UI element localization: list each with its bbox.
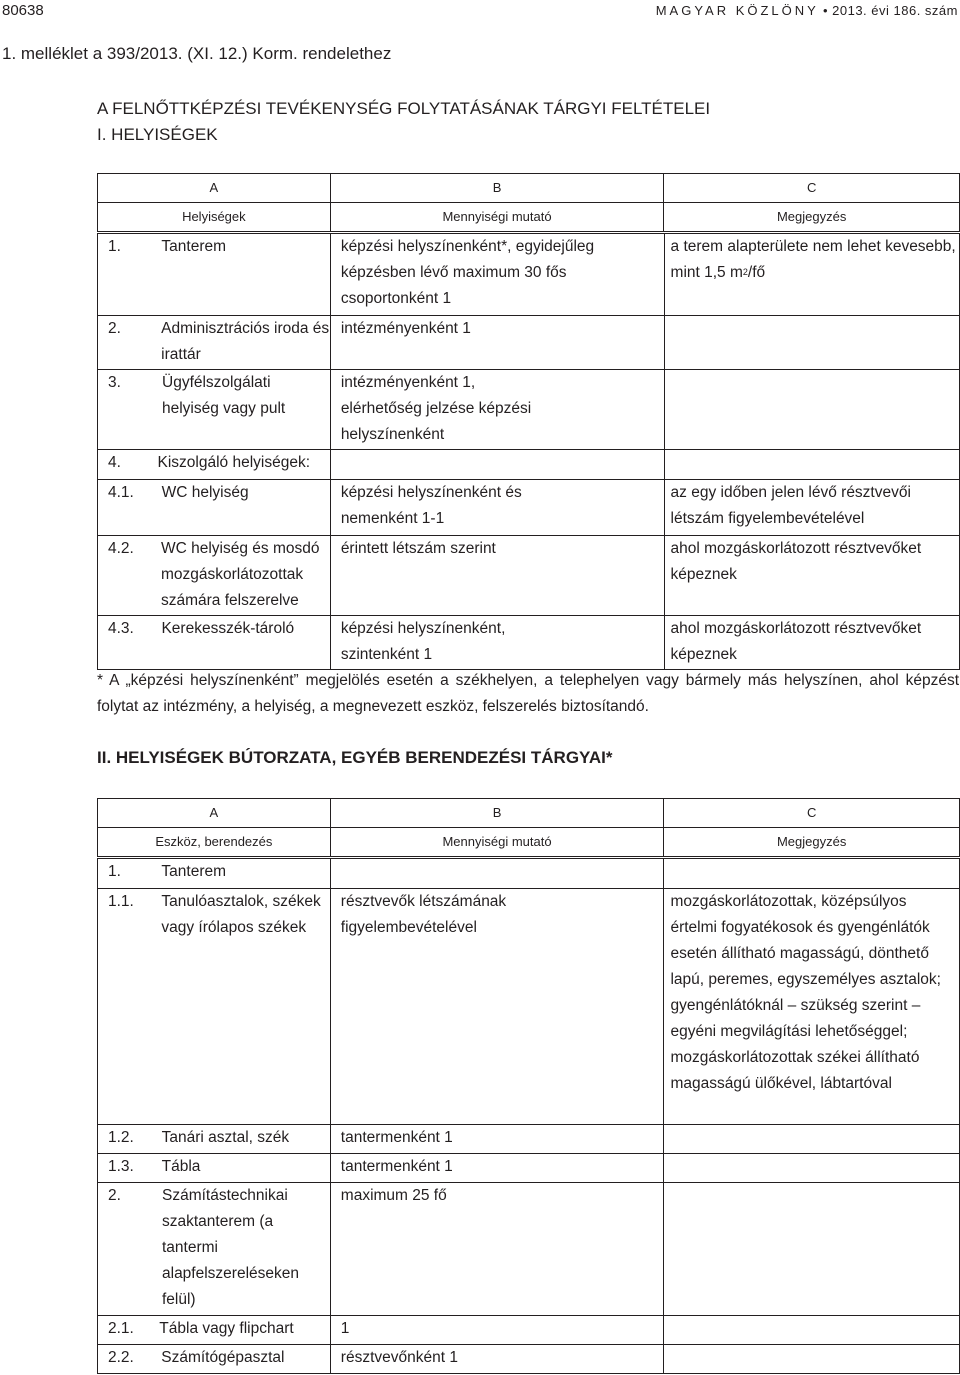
row-note xyxy=(664,370,959,450)
row-quantity: tantermenként 1 xyxy=(330,1154,664,1183)
column-header: Eszköz, berendezés xyxy=(98,828,331,857)
row-name: Kerekesszék-tároló xyxy=(161,620,295,637)
row-number: 4.2. xyxy=(108,540,134,557)
row-note-superscript: 2 xyxy=(742,267,748,277)
column-letters-row xyxy=(98,174,960,203)
furniture-table xyxy=(97,798,960,857)
row-quantity: résztvevőnként 1 xyxy=(330,1345,664,1374)
column-letter: A xyxy=(98,799,331,828)
row-note xyxy=(664,1345,960,1374)
table-row xyxy=(98,889,960,1125)
row-name: Tábla vagy flipchart xyxy=(159,1320,294,1337)
row-note xyxy=(664,1154,960,1183)
row-quantity: 1 xyxy=(330,1316,664,1345)
row-note xyxy=(664,1183,960,1316)
row-name: Ügyfélszolgálati helyiség vagy pult xyxy=(162,374,286,417)
row-note xyxy=(664,1316,960,1345)
table-row xyxy=(98,616,960,670)
rooms-table-body xyxy=(97,233,960,670)
row-number: 4.1. xyxy=(108,484,134,501)
column-header: Megjegyzés xyxy=(664,828,960,857)
row-name: Tanterem xyxy=(161,863,227,880)
row-note: az egy időben jelen lévő résztvevői létszám figyelembevételével xyxy=(664,480,959,536)
row-quantity: intézményenként 1 xyxy=(330,316,664,370)
table-row xyxy=(98,536,960,616)
page-number: 80638 xyxy=(2,2,44,19)
table-row xyxy=(98,316,960,370)
row-note xyxy=(664,859,960,889)
row-name: Tábla xyxy=(161,1158,201,1175)
row-quantity xyxy=(330,450,664,480)
row-note xyxy=(664,234,959,316)
row-quantity: intézményenként 1, elérhetőség jelzése képzési helyszínenként xyxy=(330,370,664,450)
column-header: Megjegyzés xyxy=(664,203,960,232)
table-row xyxy=(98,1345,960,1374)
row-quantity: érintett létszám szerint xyxy=(330,536,664,616)
column-header: Mennyiségi mutató xyxy=(330,203,664,232)
row-name: WC helyiség és mosdó mozgáskorlátozottak számára felszerelve xyxy=(160,540,320,609)
row-quantity: tantermenként 1 xyxy=(330,1125,664,1154)
annex-title: 1. melléklet a 393/2013. (XI. 12.) Korm. rendelethez xyxy=(2,44,392,63)
table-row xyxy=(98,234,960,316)
table-row xyxy=(98,1316,960,1345)
row-name: Számítástechnikai szaktanterem (a tantermi alapfelszereléseken felül) xyxy=(162,1187,300,1308)
row-name: Számítógépasztal xyxy=(161,1349,285,1366)
footnote: * A „képzési helyszínenként” megjelölés esetén a székhelyen, a telephelyen vagy bármely más helyszínen, ahol képzést folytat az intézmény, a helyiség, a megnevezett eszköz, felszerelés biztosítandó. xyxy=(97,672,959,715)
row-quantity: képzési helyszínenként, szintenként 1 xyxy=(330,616,664,670)
row-quantity: képzési helyszínenként és nemenként 1-1 xyxy=(330,480,664,536)
column-letters-row xyxy=(98,799,960,828)
main-title: A FELNŐTTKÉPZÉSI TEVÉKENYSÉG FOLYTATÁSÁNAK TÁRGYI FELTÉTELEI xyxy=(97,99,711,118)
row-name: Tanterem xyxy=(161,238,227,255)
row-quantity xyxy=(330,859,664,889)
row-note-text: a terem alapterülete nem lehet kevesebb, mint 1,5 m xyxy=(670,238,956,281)
column-header-row xyxy=(98,828,960,857)
table-row xyxy=(98,859,960,889)
row-note: ahol mozgáskorlátozott résztvevőket képeznek xyxy=(664,536,959,616)
journal-name: MAGYAR KÖZLÖNY xyxy=(655,3,819,18)
column-header: Helyiségek xyxy=(98,203,331,232)
row-number: 1.1. xyxy=(108,893,134,910)
section-1-title: I. HELYISÉGEK xyxy=(97,125,218,144)
row-number: 2.1. xyxy=(108,1320,134,1337)
column-letter: B xyxy=(330,799,664,828)
row-number: 1. xyxy=(108,238,121,255)
table-row xyxy=(98,1183,960,1316)
row-number: 1.3. xyxy=(108,1158,134,1175)
row-name: WC helyiség xyxy=(161,484,249,501)
table-row xyxy=(98,1125,960,1154)
row-quantity: képzési helyszínenként*, egyidejűleg képzésben lévő maximum 30 fős csoportonként 1 xyxy=(330,234,664,316)
row-name: Kiszolgáló helyiségek: xyxy=(157,454,311,471)
column-letter: C xyxy=(664,799,960,828)
column-letter: B xyxy=(330,174,664,203)
row-number: 4. xyxy=(108,454,121,471)
furniture-table-body xyxy=(97,858,960,1374)
row-number: 2. xyxy=(108,1187,121,1204)
row-note: mozgáskorlátozottak, középsúlyos értelmi fogyatékosok és gyengénlátók esetén állítható magasságú, dönthető lapú, peremes, egyszemélyes asztalok; gyengénlátóknál – szükség szerint – egyéni megvilágítási lehetőséggel; mozgáskorlátozottak székei állítható magasságú ülőkével, lábtartóval xyxy=(664,889,960,1125)
table-row xyxy=(98,1154,960,1183)
row-note xyxy=(664,450,959,480)
row-quantity: maximum 25 fő xyxy=(330,1183,664,1316)
table-row xyxy=(98,480,960,536)
journal-header xyxy=(656,3,958,18)
issue-label: 2013. évi 186. szám xyxy=(832,3,958,18)
row-number: 2.2. xyxy=(108,1349,134,1366)
row-number: 1.2. xyxy=(108,1129,134,1146)
column-header: Mennyiségi mutató xyxy=(330,828,664,857)
row-note: ahol mozgáskorlátozott résztvevőket képeznek xyxy=(664,616,959,670)
row-number: 2. xyxy=(108,320,121,337)
bullet-separator: • xyxy=(822,3,829,18)
table-row xyxy=(98,370,960,450)
row-name: Adminisztrációs iroda és irattár xyxy=(161,320,330,363)
row-note xyxy=(664,1125,960,1154)
row-number: 1. xyxy=(108,863,121,880)
row-name: Tanulóasztalok, székek vagy írólapos székek xyxy=(161,893,321,936)
document-title xyxy=(97,96,710,148)
rooms-table xyxy=(97,173,960,232)
section-2-title: II. HELYISÉGEK BÚTORZATA, EGYÉB BERENDEZÉSI TÁRGYAI* xyxy=(97,748,613,767)
row-quantity: résztvevők létszámának figyelembevételével xyxy=(330,889,664,1125)
row-number: 4.3. xyxy=(108,620,134,637)
column-letter: C xyxy=(664,174,960,203)
row-note xyxy=(664,316,959,370)
column-header-row xyxy=(98,203,960,232)
row-note-tail: /fő xyxy=(747,264,766,281)
row-name: Tanári asztal, szék xyxy=(161,1129,290,1146)
column-letter: A xyxy=(98,174,331,203)
row-number: 3. xyxy=(108,374,121,391)
table-row xyxy=(98,450,960,480)
